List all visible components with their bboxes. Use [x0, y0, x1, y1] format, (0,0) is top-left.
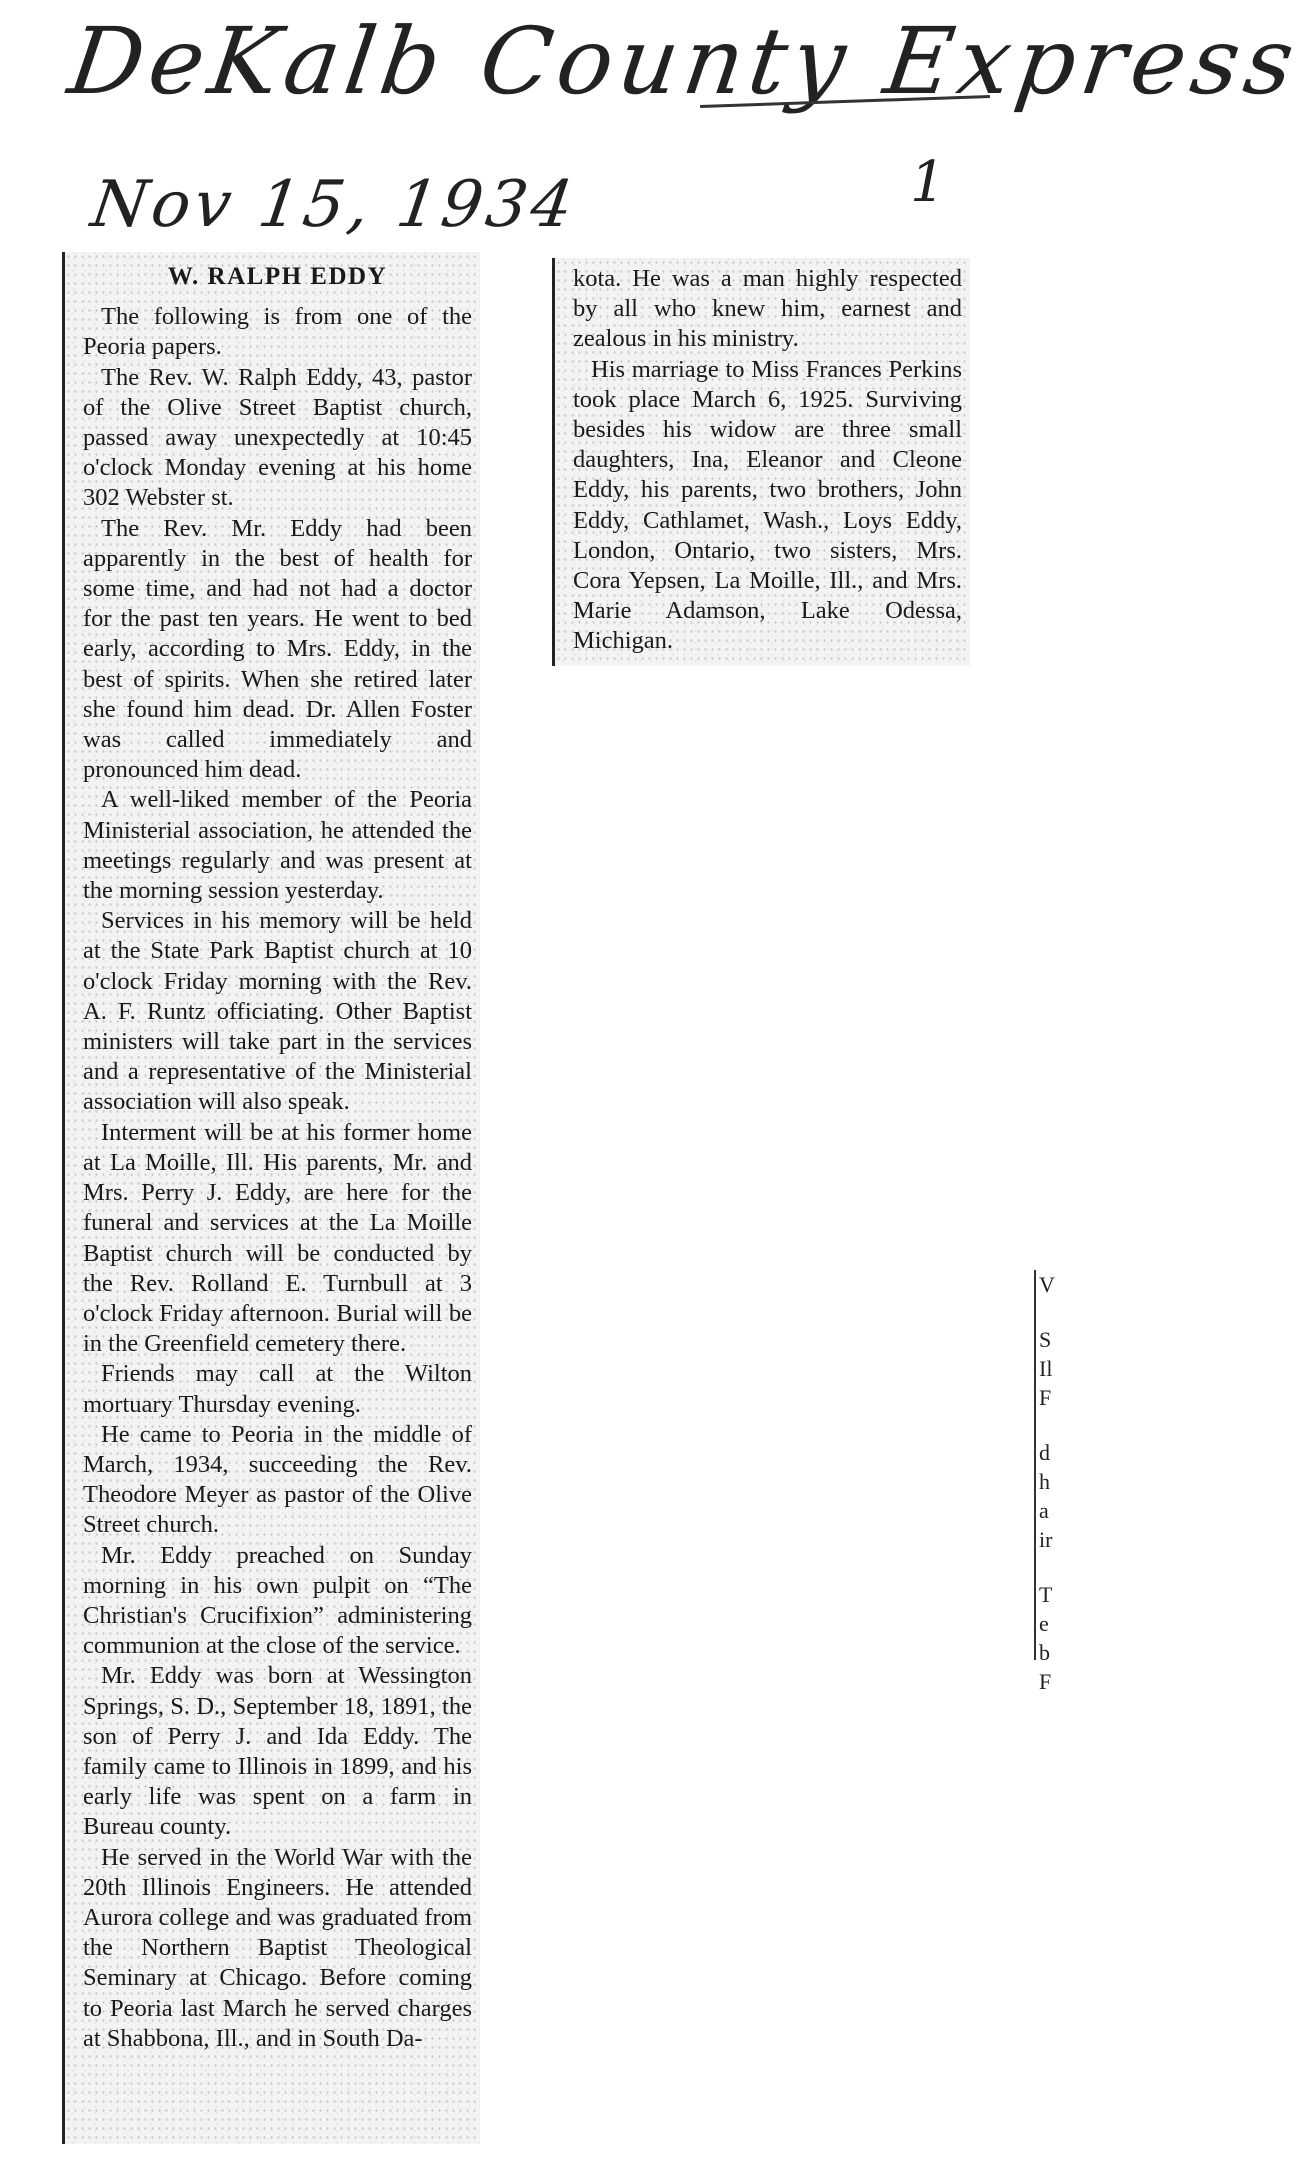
fragment: F: [1039, 1385, 1052, 1410]
fragment: F: [1039, 1669, 1052, 1694]
article-headline: W. RALPH EDDY: [167, 263, 388, 290]
paragraph: Mr. Eddy was born at Wessington Springs, S. D., September 18, 1891, the son of Perry J. and Ida Eddy. The family came to Illinois in 1899, and his early life was spent on a farm in Bureau county.: [83, 1662, 472, 1841]
handwritten-page-mark: 1: [910, 150, 946, 215]
handwritten-paper-name: DeKalb County Express: [62, 8, 1306, 115]
adjacent-column-edge: [1034, 1270, 1062, 1694]
fragment: ir: [1039, 1527, 1053, 1552]
handwritten-date: Nov 15, 1934: [86, 168, 582, 242]
paragraph: Mr. Eddy preached on Sunday morning in his own pulpit on “The Christian's Crucifixion” administering communion at the close of the service.: [83, 1541, 472, 1660]
fragment: T: [1039, 1582, 1053, 1607]
paragraph: The Rev. W. Ralph Eddy, 43, pastor of the Olive Street Baptist church, passed away unexpectedly at 10:45 o'clock Monday evening at his home 302 Webster st.: [83, 363, 472, 512]
paragraph: He came to Peoria in the middle of March, 1934, succeeding the Rev. Theodore Meyer as pastor of the Olive Street church.: [83, 1420, 472, 1539]
fragment: S: [1039, 1327, 1052, 1352]
fragment: h: [1039, 1469, 1050, 1494]
fragment: a: [1039, 1498, 1049, 1523]
paragraph: The Rev. Mr. Eddy had been apparently in the best of health for some time, and had not had a doctor for the past ten years. He went to bed early, according to Mrs. Eddy, in the best of spirits. When she retired later she found him dead. Dr. Allen Foster was called immediately and pronounced him dead.: [83, 514, 472, 784]
paragraph: The following is from one of the Peoria papers.: [83, 303, 472, 361]
paragraph: He served in the World War with the 20th Illinois Engineers. He attended Aurora college and was graduated from the Northern Baptist Theological Seminary at Chicago. Before coming to Peoria last March he served charges at Shabbona, Ill., and in South Da-: [83, 1843, 472, 2052]
fragment: d: [1039, 1440, 1050, 1465]
fragment: e: [1039, 1611, 1049, 1636]
paragraph: His marriage to Miss Frances Perkins took place March 6, 1925. Surviving besides his widow are three small daughters, Ina, Eleanor and Cleone Eddy, his parents, two brothers, John Eddy, Cathlamet, Wash., Loys Eddy, London, Ontario, two sisters, Mrs. Cora Yepsen, La Moille, Ill., and Mrs. Marie Adamson, Lake Odessa, Michigan.: [573, 355, 962, 655]
paragraph: Interment will be at his former home at La Moille, Ill. His parents, Mr. and Mrs. Perry J. Eddy, are here for the funeral and services at the La Moille Baptist church will be conducted by the Rev. Rolland E. Turnbull at 3 o'clock Friday afternoon. Burial will be in the Greenfield cemetery there.: [83, 1118, 472, 1358]
paragraph: Services in his memory will be held at the State Park Baptist church at 10 o'clock Friday morning with the Rev. A. F. Runtz officiating. Other Baptist ministers will take part in the services and a representative of the Ministerial association will also speak.: [83, 907, 472, 1116]
fragment: b: [1039, 1640, 1050, 1665]
paragraph: kota. He was a man highly respected by all who knew him, earnest and zealous in his ministry.: [573, 265, 962, 353]
fragment: Il: [1039, 1356, 1053, 1381]
article-column-left: [62, 252, 480, 2144]
paragraph: A well-liked member of the Peoria Ministerial association, he attended the meetings regularly and was present at the morning session yesterday.: [83, 786, 472, 905]
article-column-right: [552, 258, 970, 666]
fragment: V: [1039, 1272, 1055, 1297]
paragraph: Friends may call at the Wilton mortuary Thursday evening.: [83, 1360, 472, 1418]
